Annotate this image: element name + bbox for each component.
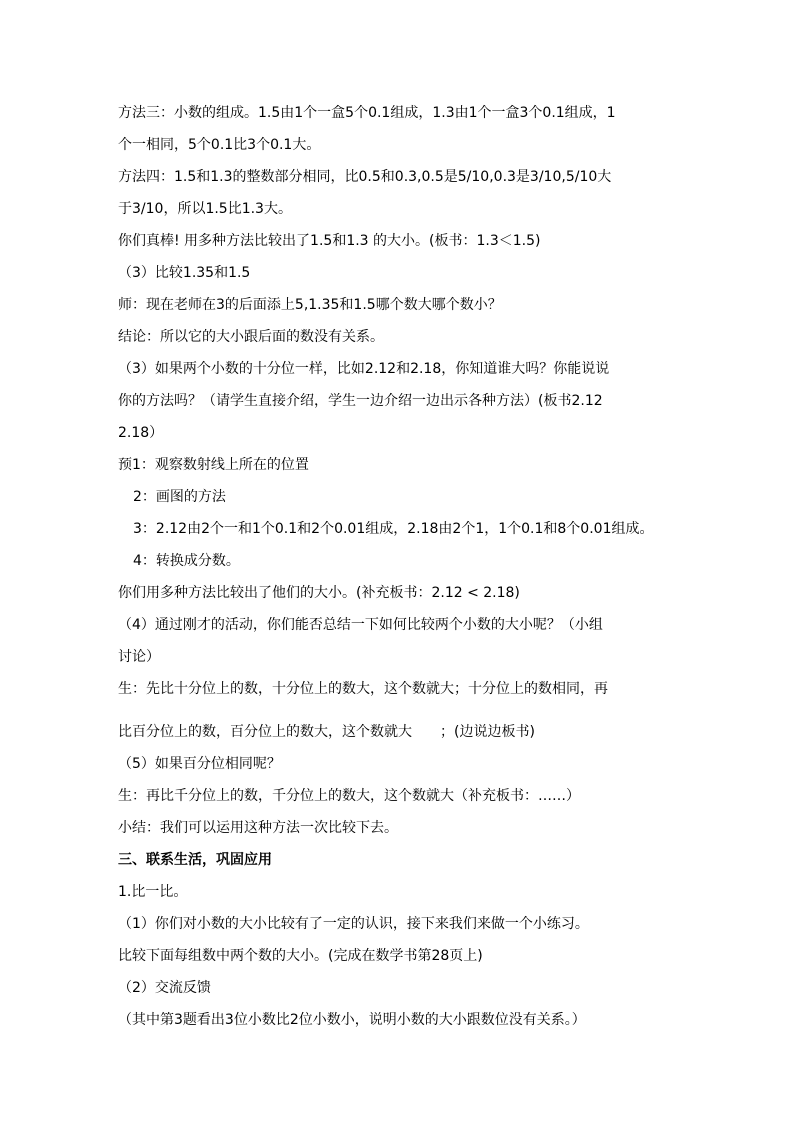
method-three-line-1: 方法三：小数的组成。1.5由1个一盒5个0.1组成，1.3由1个一盒3个0.1组成，1 (118, 105, 616, 121)
prediction-four-line: 4：转换成分数。 (133, 553, 240, 569)
praise-line: 你们真棒! 用多种方法比较出了1.5和1.3 的大小。(板书：1.3＜1.5) (118, 233, 541, 249)
tenths-same-line-3: 2.18） (118, 425, 164, 441)
practice-intro-line: （1）你们对小数的大小比较有了一定的认识，接下来我们来做一个小练习。 (118, 916, 589, 932)
prediction-two-line: 2：画图的方法 (133, 489, 226, 505)
practice-instruction-line: 比较下面每组数中两个数的大小。(完成在数学书第28页上) (118, 948, 483, 964)
method-four-line-2: 于3/10，所以1.5比1.3大。 (118, 201, 292, 217)
prediction-three-line: 3：2.12由2个一和1个0.1和2个0.01组成，2.18由2个1，1个0.1和8个0.01组成。 (133, 521, 654, 537)
tenths-same-line-2: 你的方法吗？（请学生直接介绍，学生一边介绍一边出示各种方法）(板书2.12 (118, 393, 603, 409)
teacher-question-line: 师：现在老师在3的后面添上5,1.35和1.5哪个数大哪个数小？ (118, 297, 502, 313)
student-answer-line-1: 生：先比十分位上的数，十分位上的数大，这个数就大；十分位上的数相同，再 (118, 681, 608, 697)
document-body (118, 101, 678, 1032)
method-three-line-2: 个一相同，5个0.1比3个0.1大。 (118, 137, 321, 153)
compare-item-line: 1.比一比。 (118, 884, 188, 900)
group-discussion-line-1: （4）通过刚才的活动，你们能否总结一下如何比较两个小数的大小呢？（小组 (118, 617, 603, 633)
summary-line: 小结：我们可以运用这种方法一次比较下去。 (118, 820, 398, 836)
student-answer-line-2: 比百分位上的数，百分位上的数大，这个数就大 ；(边说边板书) (118, 724, 535, 740)
compare-135-15-line: （3）比较1.35和1.5 (118, 265, 251, 281)
conclusion-line: 结论：所以它的大小跟后面的数没有关系。 (118, 329, 384, 345)
third-question-note-line: （其中第3题看出3位小数比2位小数小，说明小数的大小跟数位没有关系。） (118, 1012, 586, 1028)
tenths-same-line-1: （3）如果两个小数的十分位一样，比如2.12和2.18，你知道谁大吗？你能说说 (118, 361, 610, 377)
group-discussion-line-2: 讨论） (118, 649, 160, 665)
hundredths-same-line: （5）如果百分位相同呢？ (118, 756, 281, 772)
prediction-one-line: 预1：观察数射线上所在的位置 (118, 457, 309, 473)
feedback-line: （2）交流反馈 (118, 980, 211, 996)
student-thousandths-line: 生：再比千分位上的数，千分位上的数大，这个数就大（补充板书：……） (118, 788, 580, 804)
method-four-line-1: 方法四：1.5和1.3的整数部分相同，比0.5和0.3,0.5是5/10,0.3是3/10,5/10大 (118, 169, 612, 185)
section-three-heading: 三、联系生活，巩固应用 (118, 852, 272, 868)
summary-compare-line: 你们用多种方法比较出了他们的大小。(补充板书：2.12 < 2.18) (118, 585, 520, 601)
